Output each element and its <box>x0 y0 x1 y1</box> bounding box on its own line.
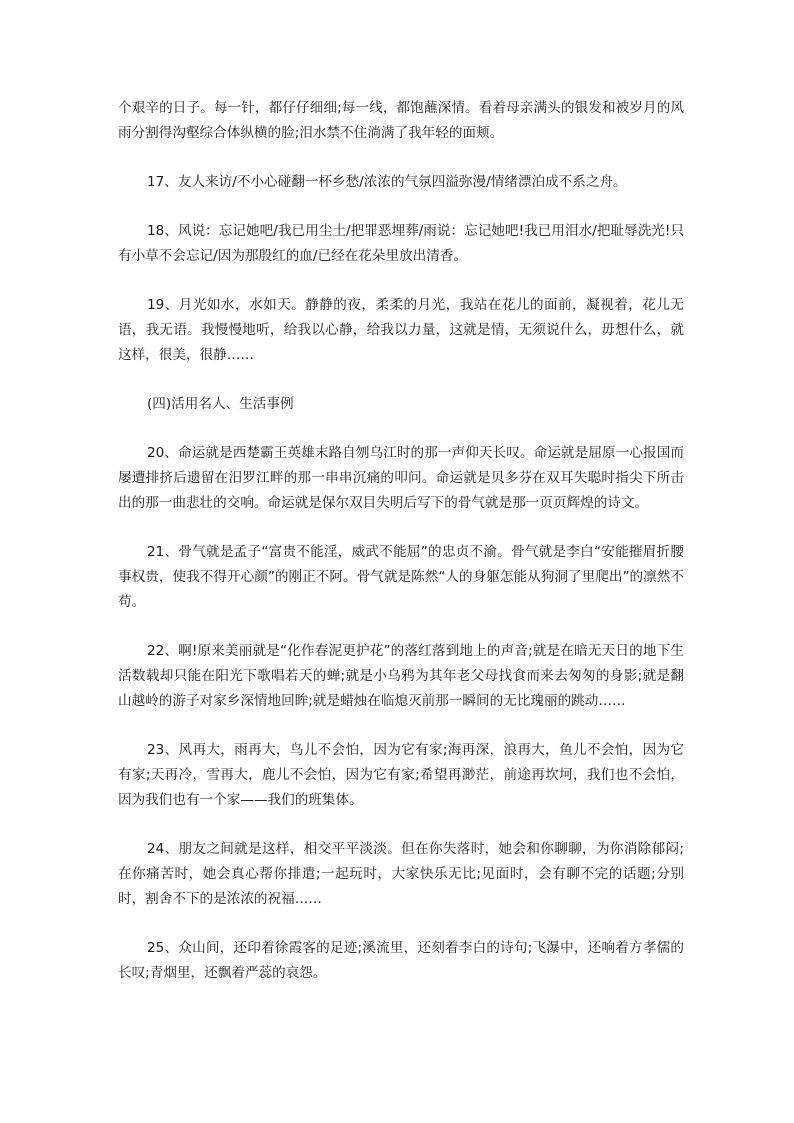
paragraph-16-continued: 个艰辛的日子。每一针，都仔仔细细;每一线，都饱蘸深情。看着母亲满头的银发和被岁月的风雨分割得沟壑综合体纵横的脸;泪水禁不住淌满了我年轻的面颊。 <box>118 100 684 141</box>
paragraph-25: 25、众山间，还印着徐霞客的足迹;溪流里，还刻着李白的诗句;飞瀑中，还响着方孝儒的长叹;青烟里，还飘着严蕊的哀怨。 <box>118 940 684 981</box>
paragraph-22: 22、啊!原来美丽就是“化作春泥更护花”的落红落到地上的声音;就是在暗无天日的地下生活数载却只能在阳光下歌唱若天的蝉;就是小乌鸦为其年老父母找食而来去匆匆的身影;就是翻山越岭的游子对家乡深情地回眸;就是蜡烛在临熄灭前那一瞬间的无比瑰丽的跳动…… <box>118 643 684 709</box>
paragraph-19: 19、月光如水，水如天。静静的夜，柔柔的月光，我站在花儿的面前，凝视着，花儿无语，我无语。我慢慢地听，给我以心静，给我以力量，这就是情，无须说什么，毋想什么，就这样，很美，很静…… <box>118 297 684 363</box>
paragraph-21: 21、骨气就是孟子“富贵不能淫，威武不能屈”的忠贞不渝。骨气就是李白“安能摧眉折腰事权贵，使我不得开心颜”的刚正不阿。骨气就是陈然“人的身躯怎能从狗洞了里爬出”的凛然不苟。 <box>118 544 684 610</box>
paragraph-20: 20、命运就是西楚霸王英雄末路自刎乌江时的那一声仰天长叹。命运就是屈原一心报国而屡遭排挤后遗留在汨罗江畔的那一串串沉痛的叩问。命运就是贝多芬在双耳失聪时指尖下所击出的那一曲悲壮的交响。命运就是保尔双目失明后写下的骨气就是那一页页辉煌的诗文。 <box>118 445 684 511</box>
section-heading-4: (四)活用名人、生活事例 <box>147 396 294 412</box>
paragraph-17: 17、友人来访/不小心碰翻一杯乡愁/浓浓的气氛四溢弥漫/情绪漂泊成不系之舟。 <box>147 174 627 190</box>
document-body <box>118 96 684 986</box>
paragraph-23: 23、风再大，雨再大，鸟儿不会怕，因为它有家;海再深，浪再大，鱼儿不会怕，因为它有家;天再冷，雪再大，鹿儿不会怕，因为它有家;希望再渺茫，前途再坎坷，我们也不会怕，因为我们也有一个家——我们的班集体。 <box>118 742 684 808</box>
paragraph-18: 18、风说：忘记她吧/我已用尘土/把罪恶埋葬/雨说：忘记她吧!我已用泪水/把耻辱洗光!只有小草不会忘记/因为那殷红的血/已经在花朵里放出清香。 <box>118 223 684 264</box>
paragraph-24: 24、朋友之间就是这样，相交平平淡淡。但在你失落时，她会和你聊聊，为你消除郁闷;在你痛苦时，她会真心帮你排遣;一起玩时，大家快乐无比;见面时，会有聊不完的话题;分别时，割舍不下的是浓浓的祝福…… <box>118 841 684 907</box>
